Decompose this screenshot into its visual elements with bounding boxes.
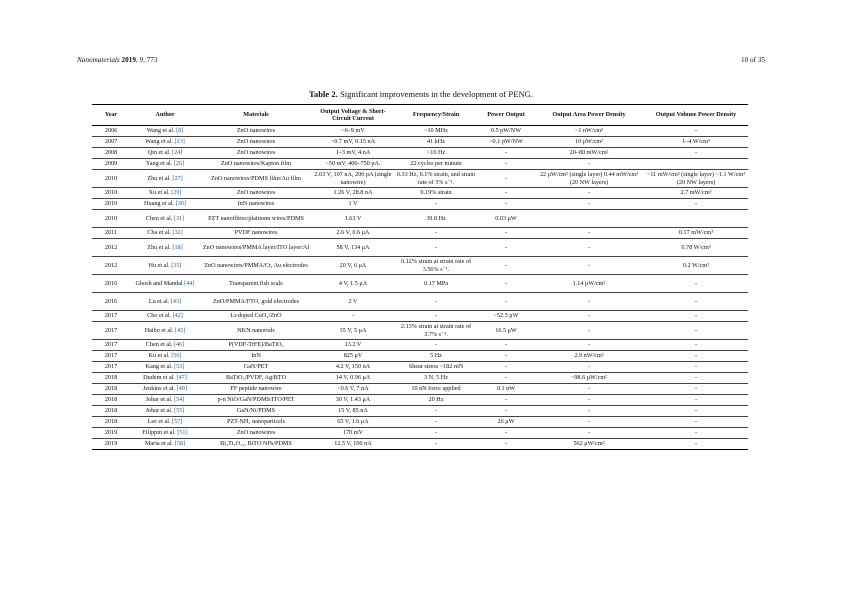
citation-link[interactable]: [42] [172,312,183,320]
cell-year: 2008 [92,148,130,159]
cell-power: - [478,148,534,159]
cell-year: 2010 [92,170,130,188]
cell-materials: ZnO/PMMA/FTO, gold electrodes [200,293,312,311]
cell-year: 2010 [92,188,130,199]
col-header-year: Year [104,111,118,119]
cell-volume-density: - [644,322,748,340]
citation-link[interactable]: [49] [176,385,187,393]
cell-author [130,311,200,322]
cell-year: 2018 [92,373,130,384]
cell-voltage: ~50 mV, 400–750 pA. [312,159,394,170]
cell-materials: PZT-NH₂ nanoparticels [200,417,312,428]
cell-area-density: - [534,428,644,439]
citation-link[interactable]: [31] [173,214,185,222]
cell-author [130,439,200,450]
table-row [92,126,748,137]
cell-author [130,275,200,293]
caption-text: Significant improvements in the development of PENG. [339,89,534,99]
table-row [92,384,748,395]
cell-voltage: 2 V [312,293,394,311]
col-header-area-density: Output Area Power Density [552,111,626,119]
caption-label: Table 2. [308,89,338,99]
cell-author [130,340,200,351]
cell-frequency: Shear stress ~182 mN [394,362,478,373]
author-name: Johar et al. [145,396,173,404]
cell-power: 26 μW [478,417,534,428]
table-row [92,439,748,450]
cell-area-density: ~98.6 μW/cm² [534,373,644,384]
cell-voltage: 13.2 V [312,340,394,351]
author-name: Filippin et al. [142,429,176,437]
cell-volume-density: - [644,439,748,450]
cell-frequency: 20 Hz [394,395,478,406]
col-header-power: Power Output [487,111,525,119]
cell-materials: InN nanowires [200,199,312,210]
cell-area-density: 1.14 μW/cm² [534,275,644,293]
author-name: Haibo et al. [144,326,174,334]
citation-link[interactable]: [8] [176,127,184,135]
cell-year: 2017 [92,362,130,373]
cell-voltage: 65 V, 1.6 μA [312,417,394,428]
cell-power: - [478,351,534,362]
cell-frequency: ~10 MHz [394,126,478,137]
cell-author [130,428,200,439]
cell-power: - [478,159,534,170]
cell-materials: ZnO nanowires [200,428,312,439]
cell-power: 0.5 pW/NW [478,126,534,137]
author-name: Ku et al. [148,352,170,360]
cell-materials: ZnO nanowires/PDMS film/Au film [200,170,312,188]
author-name: Lu et al. [148,297,170,305]
author-name: Dudem et al. [143,374,175,382]
cell-area-density: - [534,228,644,239]
cell-volume-density: - [644,340,748,351]
cell-power: ~0.1 pW/NW [478,137,534,148]
cell-year: 2017 [92,311,130,322]
cell-year: 2017 [92,340,130,351]
cell-voltage: 30 V, 1.43 μA [312,395,394,406]
author-name: Cha et al. [147,229,171,237]
cell-year: 2018 [92,406,130,417]
cell-volume-density: - [644,406,748,417]
cell-materials: ZnO nanowires/Kapton film [200,159,312,170]
table-row [92,257,748,275]
cell-author [130,188,200,199]
cell-year: 2010 [92,210,130,228]
table-row [92,170,748,188]
cell-author [130,170,200,188]
author-name: Xu et al. [148,189,170,197]
col-header-author: Author [155,111,175,119]
cell-frequency: - [394,439,478,450]
cell-area-density: 2.9 nW/cm² [534,351,644,362]
cell-voltage: 2.03 V, 107 nA, 200 pA (single nanowire) [312,170,394,188]
cell-materials: P(VDF-TrFE)/BaTiO₃ [200,340,312,351]
cell-frequency: - [394,239,478,257]
journal-year: 2019 [121,56,136,64]
cell-power: - [478,228,534,239]
cell-year: 2010 [92,199,130,210]
cell-author [130,384,200,395]
cell-power: 16.5 μW [478,322,534,340]
cell-year: 2016 [92,275,130,293]
cell-materials: ZnO nanowires/PMMA layer/ITO layer/Al [200,239,312,257]
cell-power: - [478,239,534,257]
cell-volume-density [644,210,748,228]
citation-link[interactable]: [43] [170,297,182,305]
table-row [92,148,748,159]
cell-voltage: 12.5 V, 100 nA [312,439,394,450]
author-name: Chen et al. [145,214,173,222]
cell-voltage: 1.63 V [312,210,394,228]
cell-author [130,210,200,228]
article-number: 773 [146,56,158,64]
cell-voltage: ~6–9 mV [312,126,394,137]
author-name: Wang et al. [145,138,173,146]
cell-area-density: 10 μW/cm² [534,137,644,148]
cell-author [130,228,200,239]
cell-materials: InN [200,351,312,362]
table-row [92,362,748,373]
cell-frequency: - [394,311,478,322]
cell-author [130,137,200,148]
cell-volume-density: - [644,293,748,311]
cell-author [130,362,200,373]
table-row [92,340,748,351]
cell-volume-density: - [644,199,748,210]
cell-power: - [478,406,534,417]
cell-power: 0.1 nW [478,384,534,395]
citation-link[interactable]: [57] [172,418,183,426]
col-header-frequency: Frequency/Strain [412,111,460,119]
cell-area-density: - [534,395,644,406]
cell-year: 2009 [92,159,130,170]
author-name: Maria et al. [144,440,174,448]
author-name: Zhu et al. [147,243,171,251]
table-row [92,322,748,340]
author-name: Lee et al. [147,418,171,426]
cell-volume-density: - [644,351,748,362]
cell-materials: ZnO nanowires [200,137,312,148]
cell-author [130,395,200,406]
table-row [92,239,748,257]
cell-voltage: 1.26 V, 28.8 nA [312,188,394,199]
table-row [92,188,748,199]
cell-area-density: - [534,199,644,210]
cell-materials: ZnO nanowires/PMMA/Cr, Au electrodes [200,257,312,275]
cell-frequency: - [394,199,478,210]
cell-area-density: 562 μW/cm² [534,439,644,450]
cell-frequency: 22 cycles per minute [394,159,478,170]
cell-materials: NKN nanorods [200,322,312,340]
author-name: Yang et al. [145,160,173,168]
table-row [92,351,748,362]
cell-volume-density: - [644,428,748,439]
cell-voltage: ~0.7 mV, 0.15 nA [312,137,394,148]
cell-frequency: - [394,293,478,311]
table-row [92,293,748,311]
cell-voltage: 825 μV [312,351,394,362]
cell-voltage: 4.2 V, 150 nA [312,362,394,373]
table-row [92,137,748,148]
citation-link[interactable]: [18] [172,243,183,251]
cell-volume-density: 0.2 W/cm³ [644,257,748,275]
cell-author [130,148,200,159]
cell-power: 0.03 μW [478,210,534,228]
citation-link[interactable]: [51] [177,429,188,437]
cell-frequency: 10 nN force applied [394,384,478,395]
cell-author [130,239,200,257]
author-name: Kang et al. [145,363,173,371]
cell-voltage: 4 V, 1.5 μA [312,275,394,293]
cell-materials: Transparent fish scale [200,275,312,293]
cell-frequency: - [394,428,478,439]
journal-volume: 9 [139,56,144,64]
cell-area-density: - [534,293,644,311]
cell-frequency: 2.13% strain at strain rate of 3.7% s⁻¹. [394,322,478,340]
cell-volume-density: 0.78 W/cm³ [644,239,748,257]
cell-author [130,351,200,362]
table-row [92,311,748,322]
cell-power: - [478,275,534,293]
author-name: Chen et al. [145,341,173,349]
table-body [92,126,748,450]
cell-area-density: - [534,159,644,170]
cell-materials: FF peptide nanowire [200,384,312,395]
cell-volume-density: - [644,395,748,406]
cell-materials: ZnO nanowires [200,188,312,199]
peng-table [92,104,748,450]
cell-area-density: - [534,257,644,275]
cell-volume-density: 2.7 mW/cm³ [644,188,748,199]
table-row [92,395,748,406]
cell-power: - [478,340,534,351]
cell-area-density: - [534,417,644,428]
table-row [92,373,748,384]
cell-power: - [478,428,534,439]
cell-area-density: - [534,362,644,373]
cell-year: 2019 [92,428,130,439]
cell-materials: PZT nanofibres/platinum wires/PDMS [200,210,312,228]
author-name: Huang et al. [144,200,175,208]
cell-volume-density: - [644,384,748,395]
cell-voltage: ~0.6 V, 7 nA [312,384,394,395]
cell-frequency: 41 kHz [394,137,478,148]
cell-power: - [478,395,534,406]
cell-frequency: - [394,228,478,239]
table-row [92,210,748,228]
cell-year: 2018 [92,395,130,406]
author-name: Jenkins et al. [143,385,176,393]
journal-header: Nanomaterials 2019, 9, 773 [77,56,158,64]
citation-link[interactable]: [45] [174,326,186,334]
col-header-materials: Materials [243,111,269,119]
page-number: 10 of 35 [741,56,765,64]
cell-author [130,126,200,137]
table-row [92,417,748,428]
cell-voltage: 170 mV [312,428,394,439]
cell-frequency: - [394,417,478,428]
author-name: Qin et al. [147,149,171,157]
cell-voltage: 58 V, 134 μA [312,239,394,257]
cell-year: 2007 [92,137,130,148]
cell-author [130,406,200,417]
cell-voltage: 14 V, 0.96 μA [312,373,394,384]
cell-volume-density: ~11 mW/cm³ (single layer) ~1.1 W/cm³ (20 NW layers) [644,170,748,188]
citation-link[interactable]: [55] [174,407,185,415]
citation-link[interactable]: [53] [174,363,185,371]
table-caption [0,89,842,99]
cell-frequency: 0.17 MPa [394,275,478,293]
table-row [92,228,748,239]
citation-link[interactable]: [54] [174,396,185,404]
cell-year: 2019 [92,439,130,450]
cell-frequency: 0.12% strain at strain rate of 3.56% s⁻¹. [394,257,478,275]
table-row [92,159,748,170]
cell-area-density: ~1 nW/cm² [534,126,644,137]
cell-frequency: 3 N, 5 Hz [394,373,478,384]
cell-year: 2006 [92,126,130,137]
cell-materials: PVDF nanowires [200,228,312,239]
citation-link[interactable]: [32] [172,229,183,237]
cell-voltage: 20 V, 6 μA [312,257,394,275]
cell-power: - [478,362,534,373]
citation-link[interactable]: [56] [171,352,182,360]
cell-area-density: - [534,311,644,322]
journal-name: Nanomaterials [77,56,120,64]
cell-power: - [478,439,534,450]
cell-voltage: - [312,311,394,322]
cell-materials: p-n NiO/GaN/PDMS/ITO/PET [200,395,312,406]
cell-frequency: - [394,340,478,351]
cell-power: ~52.5 μW [478,311,534,322]
table-row [92,275,748,293]
cell-frequency: 5 Hz [394,351,478,362]
cell-area-density: - [534,188,644,199]
cell-frequency: - [394,406,478,417]
table-row [92,406,748,417]
table-row [92,199,748,210]
cell-area-density [534,210,644,228]
citation-link[interactable]: [27] [172,174,183,182]
citation-link[interactable]: [58] [174,440,186,448]
cell-volume-density [644,159,748,170]
citation-link[interactable]: [30] [175,200,186,208]
cell-author [130,322,200,340]
cell-volume-density: - [644,417,748,428]
citation-link[interactable]: [26] [173,160,185,168]
cell-author [130,199,200,210]
cell-author [130,373,200,384]
col-header-volume-density: Output Volume Power Density [655,111,737,119]
cell-voltage: 15 V, 85 nA [312,406,394,417]
cell-power: - [478,293,534,311]
cell-power: - [478,188,534,199]
cell-year: 2017 [92,322,130,340]
author-name: Zhu et al. [147,174,171,182]
cell-frequency: 0.33 Hz, 0.1% strain, and strain rate of 5% s⁻¹. [394,170,478,188]
cell-frequency: <10 Hz [394,148,478,159]
author-name: Wang et al. [146,127,175,135]
cell-area-density: - [534,384,644,395]
cell-materials: GaN/PET [200,362,312,373]
cell-author [130,293,200,311]
citation-link[interactable]: [47] [176,374,187,382]
cell-year: 2016 [92,293,130,311]
cell-author [130,417,200,428]
citation-link[interactable]: [23] [174,138,185,146]
author-name: Ghosh and Mandal [135,279,183,287]
cell-materials: ZnO nanowires [200,126,312,137]
citation-link[interactable]: [46] [173,341,185,349]
cell-volume-density: 0.17 mW/cm³ [644,228,748,239]
cell-voltage: 35 V, 5 μA [312,322,394,340]
cell-materials: GaN/Ni/PDMS [200,406,312,417]
author-name: Johar et al. [145,407,173,415]
cell-volume-density: - [644,148,748,159]
author-name: Hu et al. [148,261,170,269]
cell-materials: BaTiO₃/PVDF, Ag/BTO [200,373,312,384]
citation-link[interactable]: [29] [171,189,182,197]
citation-link[interactable]: [24] [172,149,183,157]
cell-voltage: 1 V [312,199,394,210]
cell-year: 2017 [92,351,130,362]
cell-author [130,257,200,275]
author-name: Cho et al. [147,312,172,320]
cell-power: - [478,170,534,188]
cell-frequency: 0.19% strain [394,188,478,199]
cell-year: 2012 [92,239,130,257]
cell-volume-density: - [644,311,748,322]
cell-volume-density: - [644,362,748,373]
cell-area-density: - [534,239,644,257]
cell-area-density: 20–80 mW/cm² [534,148,644,159]
cell-power: - [478,199,534,210]
cell-materials: ZnO nanowires [200,148,312,159]
cell-frequency: 39.8 Hz [394,210,478,228]
cell-volume-density: - [644,126,748,137]
table-header-row [92,105,748,126]
cell-year: 2011 [92,228,130,239]
cell-author [130,159,200,170]
cell-volume-density: - [644,275,748,293]
cell-volume-density: - [644,373,748,384]
table-row [92,428,748,439]
cell-materials: Bi₄Ti₃O₁₂, BiTO NPs/PDMS [200,439,312,450]
cell-voltage: 1–3 mV, 4 nA [312,148,394,159]
cell-power: - [478,373,534,384]
cell-area-density: - [534,406,644,417]
col-header-voltage: Output Voltage & Short-Circuit Current [320,107,386,122]
cell-area-density: - [534,322,644,340]
cell-year: 2012 [92,257,130,275]
citation-link[interactable]: [35] [171,261,182,269]
cell-voltage: 2.6 V, 0.6 μA [312,228,394,239]
cell-volume-density: 1–4 W/cm³ [644,137,748,148]
citation-link[interactable]: [44] [184,279,195,287]
cell-year: 2018 [92,384,130,395]
cell-materials: Li-doped CuO₂/ZnO [200,311,312,322]
cell-power: - [478,257,534,275]
cell-area-density: 22 μW/cm² (single layer) 0.44 mW/cm² (20 NW layers) [534,170,644,188]
cell-area-density: - [534,340,644,351]
cell-year: 2018 [92,417,130,428]
